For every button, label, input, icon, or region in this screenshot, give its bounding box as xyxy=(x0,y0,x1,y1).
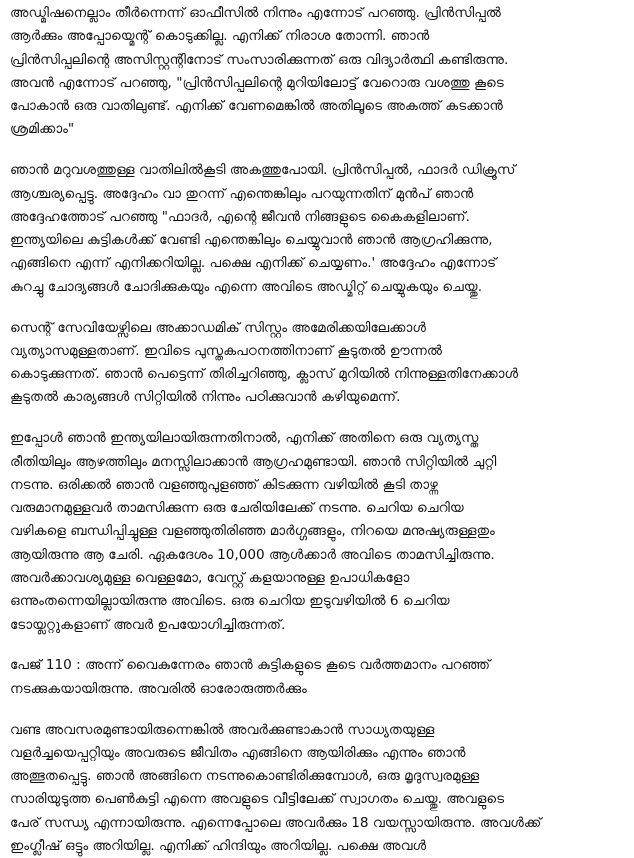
text-line: ഇന്ത്യയിലെ കുട്ടികൾക്ക് വേണ്ടി എന്തെങ്കിലും ചെയ്യുവാൻ ഞാൻ ആഗ്രഹിക്കുന്നു, xyxy=(10,232,493,249)
text-line: പ്രിൻസിപ്പലിന്റെ അസിസ്റ്റന്റിനോട് സംസാരിക്കുന്നത് ഒരു വിദ്യാർത്ഥി കണ്ടിരുന്നു. xyxy=(10,51,509,68)
text-line: ഇംഗ്ലീഷ് ഒട്ടും അറിയില്ല. എനിക്ക് ഹിന്ദിയും അറിയില്ല. പക്ഷെ അവൾ xyxy=(10,838,427,854)
text-line: വരുമാനമുള്ളവർ താമസിക്കുന്ന ഒരു ചേരിയിലേക്ക് നടന്നു. ചെറിയ ചെറിയ xyxy=(10,500,464,517)
text-line: അത്ഭുതപ്പെട്ടു. ഞാൻ അങ്ങിനെ നടന്നുകൊണ്ടിരിക്കുമ്പോൾ, ഒരു മൃദുസ്വരമുള്ള xyxy=(10,768,480,785)
text-line: ആശ്ചര്യപ്പെട്ടു. അദ്ദേഹം വാ തുറന്ന് എന്തെങ്കിലും പറയുന്നതിന് മുൻപ് ഞാൻ xyxy=(10,185,474,202)
text-line: സാരിയുടുത്ത പെൺകുട്ടി എന്നെ അവളുടെ വീട്ടിലേക്ക് സ്വാഗതം ചെയ്തു. അവളുടെ xyxy=(10,791,505,808)
text-line: അഡ്മിഷനെല്ലാം തീർന്നെന്ന് ഓഫീസിൽ നിന്നും എന്നോട് പറഞ്ഞു. പ്രിൻസിപ്പൽ xyxy=(10,5,501,21)
text-line: അവർക്കാവശ്യമുള്ള വെള്ളമോ, വേസ്റ്റ് കളയാനുള്ള ഉപാധികളോ xyxy=(10,570,410,587)
paragraph-principal xyxy=(10,159,626,299)
text-line: എങ്ങിനെ എന്ന് എനിക്കറിയില്ല. പക്ഷെ എനിക്ക് ചെയ്യണം.' അദ്ദേഹം എന്നോട് xyxy=(10,255,497,272)
text-line: അദ്ദേഹത്തോട് പറഞ്ഞു "ഫാദർ, എന്റെ ജീവൻ നിങ്ങളുടെ കൈകളിലാണ്. xyxy=(10,208,470,225)
paragraph-page-110 xyxy=(10,654,626,701)
text-line: അവൻ എന്നോട് പറഞ്ഞു, "പ്രിൻസിപ്പലിന്റെ മുറിയിലോട്ട് വേറൊരു വശത്തു കൂടെ xyxy=(10,74,504,91)
paragraph-admission xyxy=(10,2,626,142)
text-line: കുറച്ചു ചോദ്യങ്ങൾ ചോദിക്കുകയും എന്നെ അവിടെ അഡ്മിറ്റ് ചെയ്യുകയും ചെയ്തു. xyxy=(10,278,483,295)
text-line: ആയിരുന്നു ആ ചേരി. ഏകദേശം 10,000 ആൾക്കാർ അവിടെ താമസിച്ചിരുന്നു. xyxy=(10,546,495,563)
text-line: പോകാൻ ഒരു വാതിലുണ്ട്. എനിക്ക് വേണമെങ്കിൽ അതിലൂടെ അകത്ത് കടക്കാൻ xyxy=(10,98,503,115)
text-line: വളർച്ചയെപ്പറ്റിയും അവരുടെ ജീവിതം എങ്ങിനെ ആയിരിക്കും എന്നും ഞാൻ xyxy=(10,744,466,761)
text-line: വഴികളെ ബന്ധിപ്പിച്ചുള്ള വളഞ്ഞുതിരിഞ്ഞ മാർഗ്ഗങ്ങളും, നിറയെ മനുഷ്യരുള്ളതും xyxy=(10,523,495,540)
text-line: ഒന്നുംതന്നെയില്ലായിരുന്നു അവിടെ. ഒരു ചെറിയ ഇടുവഴിയിൽ 6 ചെറിയ xyxy=(10,593,450,610)
text-line: ശ്രമിക്കാം" xyxy=(10,121,75,138)
paragraph-academic xyxy=(10,317,626,410)
text-line: കൂടുതൽ കാര്യങ്ങൾ സിറ്റിയിൽ നിന്നും പഠിക്കുവാൻ കഴിയുമെന്ന്. xyxy=(10,389,401,406)
text-line: രീതിയിലും ആഴത്തിലും മനസ്സിലാക്കാൻ ആഗ്രഹമുണ്ടായി. ഞാൻ സിറ്റിയിൽ ചുറ്റി xyxy=(10,453,497,470)
text-line: പേര് സന്ധ്യ എന്നായിരുന്നു. എന്നെപ്പോലെ അവർക്കും 18 വയസ്സായിരുന്നു. അവൾക്ക് xyxy=(10,814,542,831)
text-line: നടന്നു. ഒരിക്കൽ ഞാൻ വളഞ്ഞുപുളഞ്ഞ് കിടക്കുന്ന വഴിയിൽ കൂടി താഴ്ന്ന xyxy=(10,476,438,493)
text-line: ഞാൻ മറുവശത്തുള്ള വാതിലിൽകൂടി അകത്തുപോയി. പ്രിൻസിപ്പൽ, ഫാദർ ഡിക്രൂസ് xyxy=(10,162,516,179)
text-line: ആർക്കും അപ്പോയ്മെന്റ് കൊടുക്കില്ല. എനിക്ക് നിരാശ തോന്നി. ഞാൻ xyxy=(10,28,430,45)
text-line: നടക്കുകയായിരുന്നു. അവരിൽ ഓരോരുത്തർക്കും xyxy=(10,680,307,697)
text-line: വ്യത്യാസമുള്ളതാണ്. ഇവിടെ പുസ്തകപഠനത്തിനാണ് കൂടുതൽ ഊന്നൽ xyxy=(10,342,443,359)
text-line: കൊടുക്കുന്നത്. ഞാൻ പെട്ടെന്ന് തിരിച്ചറിഞ്ഞു, ക്ലാസ് മുറിയിൽ നിന്നുള്ളതിനേക്കാൾ xyxy=(10,366,519,383)
text-line: സെന്റ് സേവിയേഴ്സിലെ അക്കാഡമിക് സിസ്റ്റം അമേരിക്കയിലേക്കാൾ xyxy=(10,319,426,336)
text-line: പേജ് 110 : അന്ന് വൈകുന്നേരം ഞാൻ കുട്ടികളുടെ കൂടെ വർത്തമാനം പറഞ്ഞ് xyxy=(10,657,491,674)
text-line: വണ്ട അവസരമുണ്ടായിരുന്നെങ്കിൽ അവർക്കുണ്ടാകാൻ സാധ്യതയുള്ള xyxy=(10,721,435,738)
text-line: ഇപ്പോൾ ഞാൻ ഇന്ത്യയിലായിരുന്നതിനാൽ, എനിക്ക് അതിനെ ഒരു വ്യത്യസ്ത xyxy=(10,430,479,447)
paragraph-sandhya xyxy=(10,719,626,858)
text-line: ടോയ്ലറ്റുകളാണ് അവർ ഉപയോഗിച്ചിരുന്നത്. xyxy=(10,616,286,633)
paragraph-city xyxy=(10,427,626,637)
